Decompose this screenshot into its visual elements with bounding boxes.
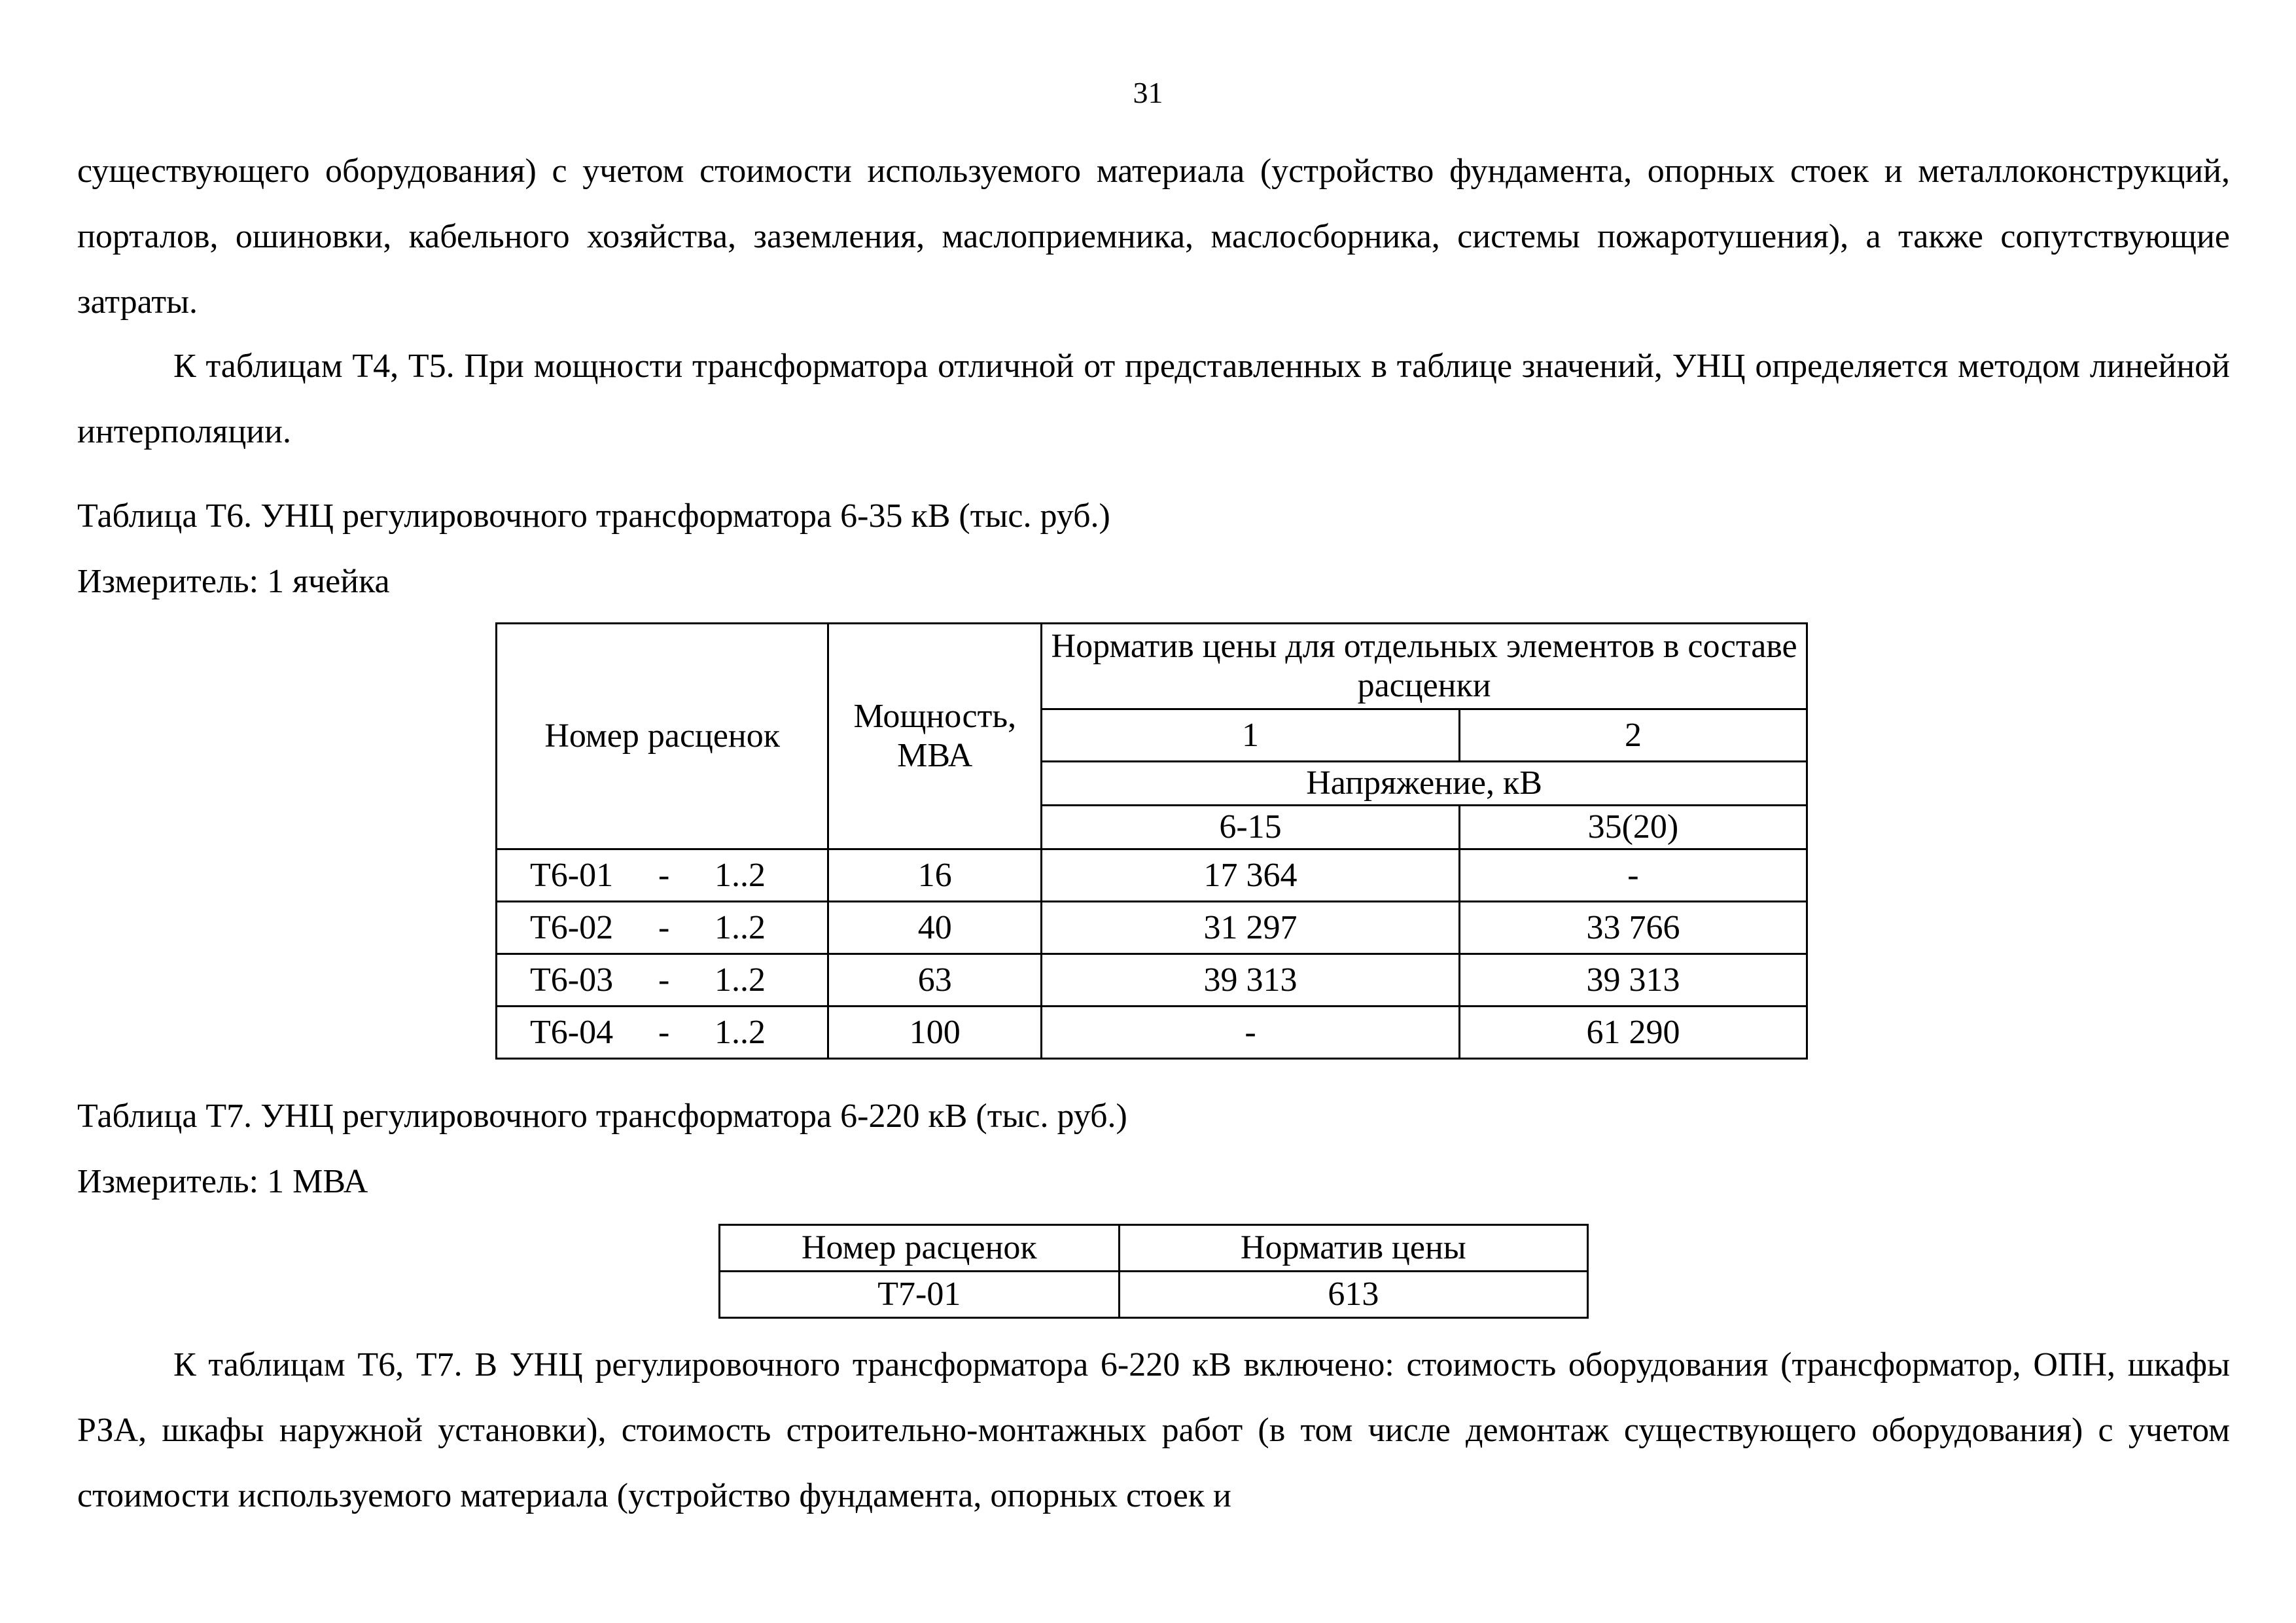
code-range: 1..2 — [715, 1013, 766, 1051]
header-voltage-2: 35(20) — [1459, 806, 1807, 849]
table-t6-meter: Измеритель: 1 ячейка — [77, 563, 390, 600]
table-row — [497, 1007, 1807, 1059]
cell-power: 40 — [828, 902, 1042, 954]
cell-voltage-2: 33 766 — [1459, 902, 1807, 954]
cell-voltage-1: 31 297 — [1042, 902, 1460, 954]
code-dash: - — [658, 856, 670, 894]
cell-code: Т7-01 — [720, 1272, 1120, 1318]
code-value: Т6-04 — [530, 1013, 614, 1051]
code-value: Т6-03 — [530, 961, 614, 999]
header-price: Норматив цены — [1119, 1225, 1587, 1272]
cell-voltage-1: 39 313 — [1042, 954, 1460, 1007]
header-voltage-1: 6-15 — [1042, 806, 1460, 849]
header-code: Номер расценок — [497, 624, 828, 849]
table-t7-meter: Измеритель: 1 МВА — [77, 1163, 368, 1200]
header-voltage: Напряжение, кВ — [1042, 762, 1807, 806]
cell-code — [497, 1007, 828, 1059]
cell-voltage-1: - — [1042, 1007, 1460, 1059]
paragraph-t6-t7-note: К таблицам Т6, Т7. В УНЦ регулировочного трансформатора 6-220 кВ включено: стоимость оборудования (трансформатор, ОПН, шкафы РЗА, шкафы наружной установки), стоимость строительно-монтажных работ (в том числе демонтаж существующего оборудования) с учетом стоимости используемого материала (устройство фундамента, опорных стоек и — [77, 1346, 2230, 1514]
code-range: 1..2 — [715, 908, 766, 946]
cell-voltage-1: 17 364 — [1042, 849, 1460, 902]
cell-power: 16 — [828, 849, 1042, 902]
header-power: Мощность, МВА — [828, 624, 1042, 849]
cell-voltage-2: 61 290 — [1459, 1007, 1807, 1059]
table-row — [497, 849, 1807, 902]
cell-voltage-2: 39 313 — [1459, 954, 1807, 1007]
table-t7-title: Таблица Т7. УНЦ регулировочного трансформатора 6-220 кВ (тыс. руб.) — [77, 1097, 1127, 1135]
table-t6-title: Таблица Т6. УНЦ регулировочного трансформатора 6-35 кВ (тыс. руб.) — [77, 497, 1110, 535]
table-row — [497, 954, 1807, 1007]
code-range: 1..2 — [715, 856, 766, 894]
header-col-1: 1 — [1042, 709, 1460, 762]
code-value: Т6-01 — [530, 856, 614, 894]
code-range: 1..2 — [715, 961, 766, 999]
paragraph-continuation: существующего оборудования) с учетом стоимости используемого материала (устройство фундамента, опорных стоек и металлоконструкций, порталов, ошиновки, кабельного хозяйства, заземления, маслоприемника, маслосборника, системы пожаротушения), а также сопутствующие затраты. — [77, 152, 2230, 321]
page-number: 31 — [1133, 76, 1163, 109]
table-t6 — [495, 622, 1808, 1060]
code-dash: - — [658, 1013, 670, 1051]
code-value: Т6-02 — [530, 908, 614, 946]
cell-code — [497, 849, 828, 902]
header-price-group: Норматив цены для отдельных элементов в составе расценки — [1042, 624, 1807, 709]
header-col-2: 2 — [1459, 709, 1807, 762]
cell-power: 100 — [828, 1007, 1042, 1059]
cell-code — [497, 902, 828, 954]
header-code: Номер расценок — [720, 1225, 1120, 1272]
table-row — [497, 902, 1807, 954]
cell-price: 613 — [1119, 1272, 1587, 1318]
code-dash: - — [658, 961, 670, 999]
table-t7 — [718, 1224, 1589, 1319]
paragraph-t4-t5-note: К таблицам Т4, Т5. При мощности трансформатора отличной от представленных в таблице значений, УНЦ определяется методом линейной интерполяции. — [77, 348, 2230, 450]
cell-code — [497, 954, 828, 1007]
code-dash: - — [658, 908, 670, 946]
cell-voltage-2: - — [1459, 849, 1807, 902]
cell-power: 63 — [828, 954, 1042, 1007]
table-row — [720, 1272, 1588, 1318]
